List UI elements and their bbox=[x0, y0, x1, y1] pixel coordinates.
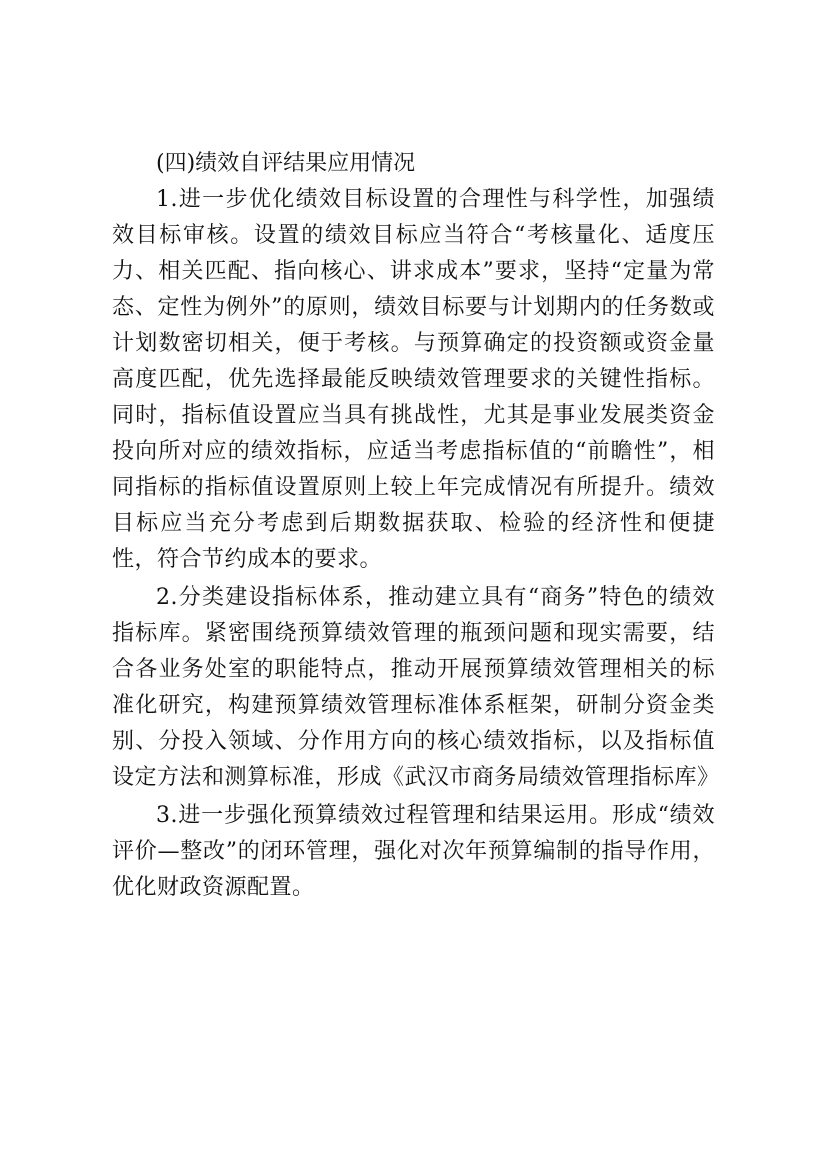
paragraph-3: 3.进一步强化预算绩效过程管理和结果运用。形成“绩效评价—整改”的闭环管理，强化对次年预算编制的指导作用，优化财政资源配置。 bbox=[112, 803, 715, 900]
section-heading: (四)绩效自评结果应用情况 bbox=[156, 151, 416, 176]
document-body bbox=[112, 146, 720, 906]
paragraph-1: 1.进一步优化绩效目标设置的合理性与科学性，加强绩效目标审核。设置的绩效目标应当符合“考核量化、适度压力、相关匹配、指向核心、讲求成本”要求，坚持“定量为常态、定性为例外”的原则，绩效目标要与计划期内的任务数或计划数密切相关，便于考核。与预算确定的投资额或资金量高度匹配，优先选择最能反映绩效管理要求的关键性指标。同时，指标值设置应当具有挑战性，尤其是事业发展类资金投向所对应的绩效指标，应适当考虑指标值的“前瞻性”，相同指标的指标值设置原则上较上年完成情况有所提升。绩效目标应当充分考虑到后期数据获取、检验的经济性和便捷性，符合节约成本的要求。 bbox=[112, 187, 715, 572]
paragraph-2: 2.分类建设指标体系，推动建立具有“商务”特色的绩效指标库。紧密围绕预算绩效管理的瓶颈问题和现实需要，结合各业务处室的职能特点，推动开展预算绩效管理相关的标准化研究，构建预算绩效管理标准体系框架，研制分资金类别、分投入领域、分作用方向的核心绩效指标，以及指标值设定方法和测算标准，形成《武汉市商务局绩效管理指标库》 bbox=[112, 585, 720, 790]
